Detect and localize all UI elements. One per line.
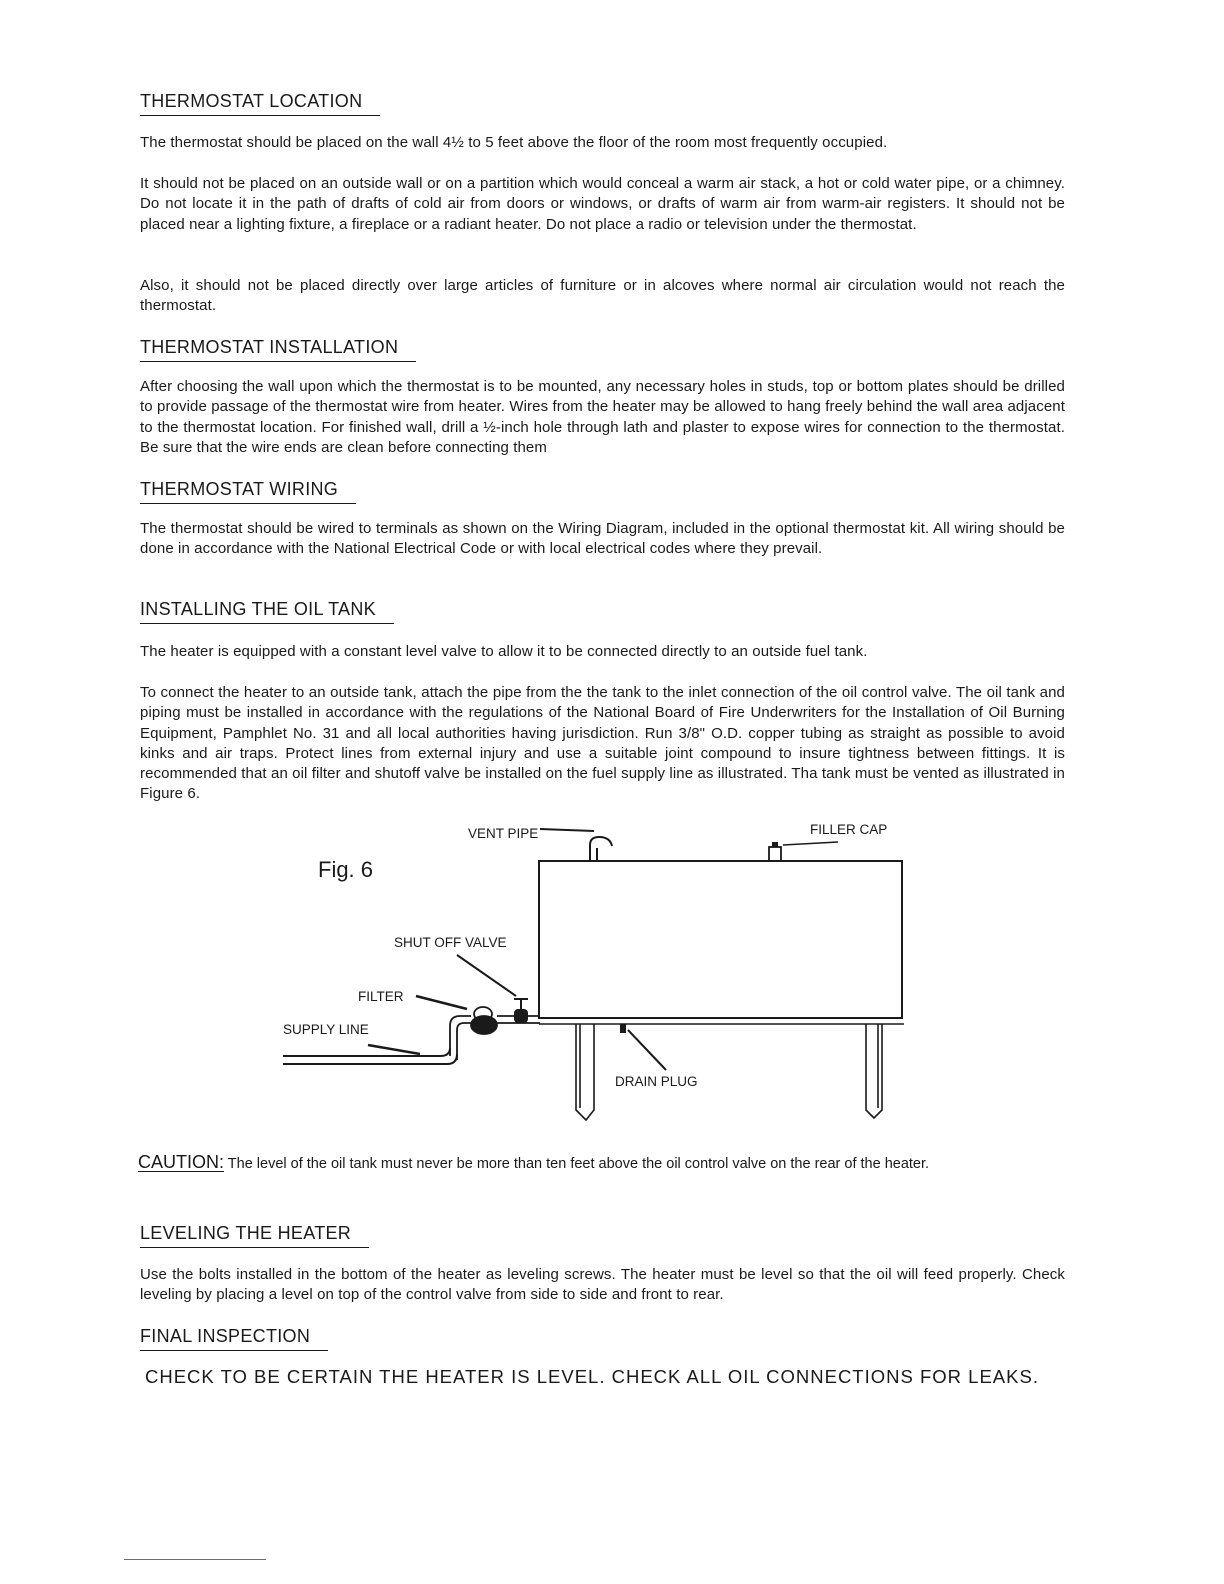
- leader-supply-line: [368, 1045, 420, 1054]
- paragraph-wiring: The thermostat should be wired to terminals as shown on the Wiring Diagram, included in the optional thermostat kit. All wiring should be done in accordance with the National Electrical Code or with local electrical codes where they prevail.: [140, 520, 1065, 558]
- caution-text: The level of the oil tank must never be more than ten feet above the oil control valve on the rear of the heater.: [224, 1156, 930, 1172]
- heading-final-inspection: FINAL INSPECTION: [140, 1325, 328, 1351]
- label-filler-cap: FILLER CAP: [810, 822, 888, 837]
- leader-shut-off-valve: [457, 955, 516, 996]
- heading-leveling-heater: LEVELING THE HEATER: [140, 1222, 369, 1248]
- leader-filter: [416, 996, 467, 1009]
- heading-thermostat-wiring: THERMOSTAT WIRING: [140, 478, 356, 504]
- footer-rule: [124, 1559, 266, 1560]
- label-drain-plug: DRAIN PLUG: [615, 1074, 698, 1089]
- caution-label: CAUTION:: [138, 1152, 225, 1172]
- heading-thermostat-location: THERMOSTAT LOCATION: [140, 90, 380, 116]
- supply-line: [283, 1048, 457, 1064]
- label-vent-pipe: VENT PIPE: [468, 826, 539, 841]
- tank-leg-left: [576, 1024, 594, 1120]
- oil-tank: [539, 861, 902, 1018]
- leader-vent-pipe: [540, 829, 594, 831]
- oil-filter: [471, 1007, 497, 1034]
- final-inspection-text: CHECK TO BE CERTAIN THE HEATER IS LEVEL. CHECK ALL OIL CONNECTIONS FOR LEAKS.: [145, 1366, 1039, 1387]
- heading-installing-oil-tank: INSTALLING THE OIL TANK: [140, 598, 394, 624]
- paragraph-leveling: Use the bolts installed in the bottom of the heater as leveling screws. The heater must be level so that the oil will feed properly. Check leveling by placing a level on top of the control valve from side to side and front to rear.: [140, 1266, 1065, 1304]
- figure-title: Fig. 6: [318, 857, 374, 882]
- paragraph-oil-tank-1: The heater is equipped with a constant level valve to allow it to be connected directly to an outside fuel tank.: [140, 643, 868, 660]
- paragraph-location-2: It should not be placed on an outside wall or on a partition which would conceal a warm air stack, a hot or cold water pipe, or a chimney. Do not locate it in the path of drafts of cold air from doors or windows, or drafts of warm air from warm-air registers. It should not be placed near a lighting fixture, a fireplace or a radiant heater. Do not place a radio or television under the thermostat.: [140, 175, 1065, 233]
- filler-cap: [769, 847, 781, 861]
- tank-leg-right: [866, 1024, 882, 1118]
- label-filter: FILTER: [358, 989, 404, 1004]
- leader-filler-cap: [783, 842, 838, 845]
- label-supply-line: SUPPLY LINE: [283, 1022, 369, 1037]
- paragraph-installation: After choosing the wall upon which the thermostat is to be mounted, any necessary holes in studs, top or bottom plates should be drilled to provide passage of the thermostat wire from heater. Wires from the heater may be allowed to hang freely behind the wall area adjacent to the thermostat location. For finished wall, drill a ½-inch hole through lath and plaster to expose wires for connection to the thermostat. Be sure that the wire ends are clean before connecting them: [140, 378, 1065, 456]
- paragraph-location-3: Also, it should not be placed directly over large articles of furniture or in alcoves where normal air circulation would not reach the thermostat.: [140, 277, 1065, 315]
- shut-off-valve: [514, 999, 528, 1022]
- heading-thermostat-installation: THERMOSTAT INSTALLATION: [140, 336, 416, 362]
- caution-note: [138, 1152, 929, 1173]
- leader-drain-plug: [628, 1030, 666, 1070]
- paragraph-oil-tank-2: To connect the heater to an outside tank, attach the pipe from the the tank to the inlet connection of the oil control valve. The oil tank and piping must be installed in accordance with the regulations of the National Board of Fire Underwriters for the Installation of Oil Burning Equipment, Pamphlet No. 31 and all local authorities having jurisdiction. Run 3/8" O.D. copper tubing as straight as possible to avoid kinks and air traps. Protect lines from external injury and use a suitable joint compound to insure tightness between fittings. It is recommended that an oil filter and shutoff valve be installed on the fuel supply line as illustrated. Tha tank must be vented as illustrated in Figure 6.: [140, 684, 1065, 803]
- filler-cap-top: [772, 842, 778, 847]
- paragraph-location-1: The thermostat should be placed on the wall 4½ to 5 feet above the floor of the room most frequently occupied.: [140, 134, 888, 151]
- drain-plug: [620, 1024, 626, 1033]
- vent-pipe: [590, 837, 612, 861]
- label-shut-off-valve: SHUT OFF VALVE: [394, 935, 507, 950]
